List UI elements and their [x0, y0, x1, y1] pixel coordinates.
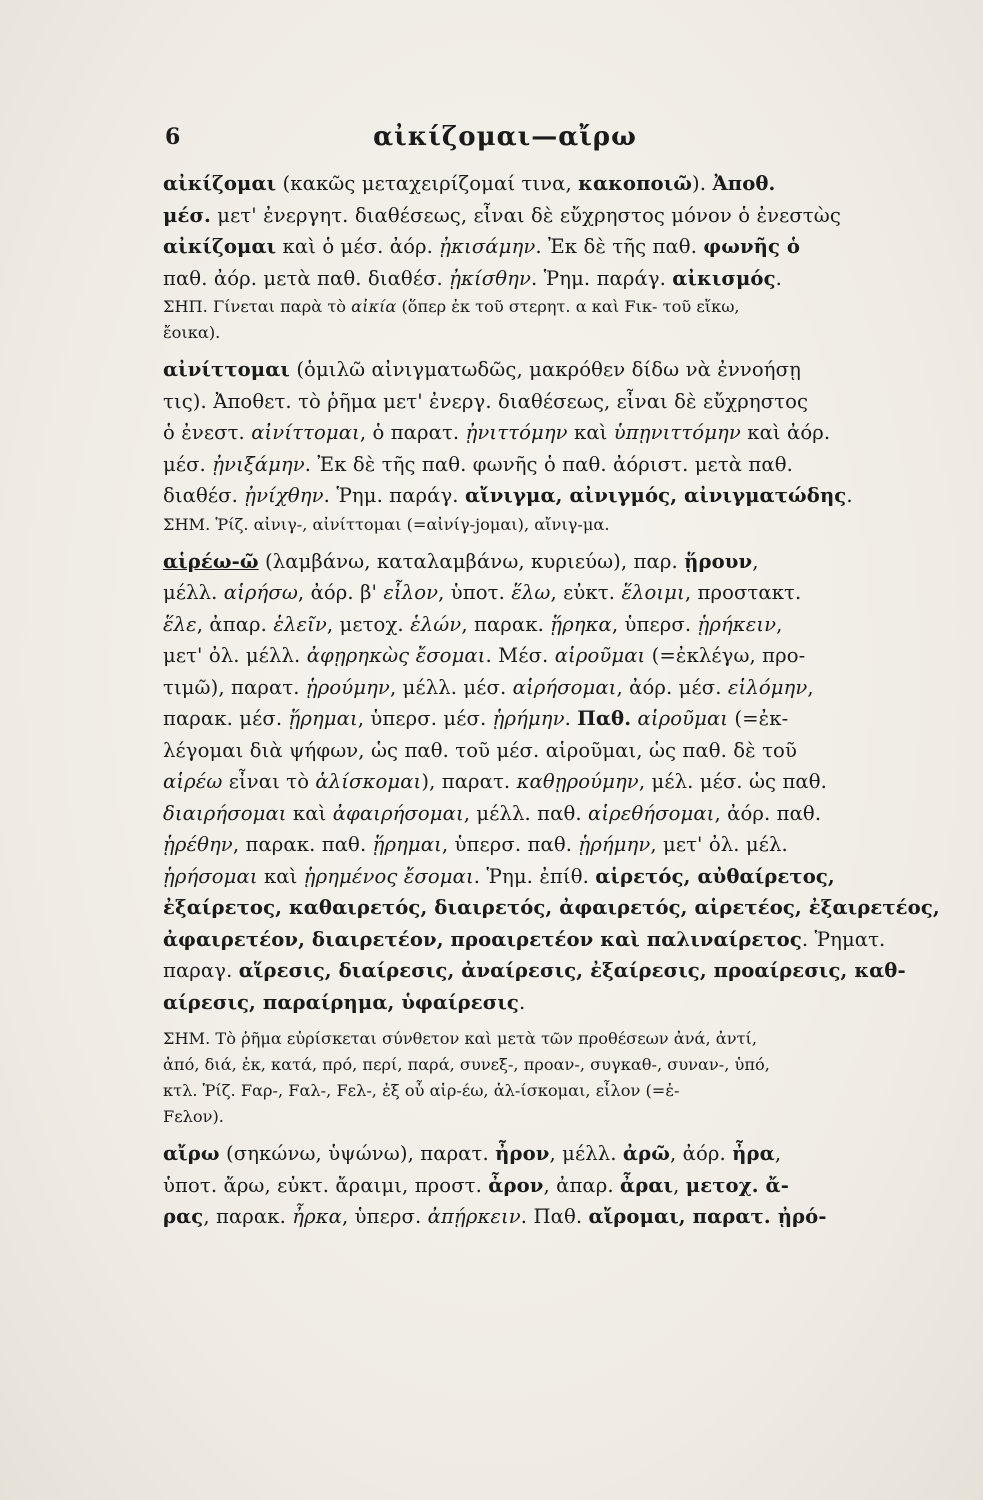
text-line-haireo-11: ᾑρήσομαι καὶ ᾑρημένος ἔσομαι. Ῥημ. ἐπίθ. αἱρετός, αὐθαίρετος,	[163, 864, 835, 888]
text-line-airo-3: ρας, παρακ. ἦρκα, ὑπερσ. ἀπῄρκειν. Παθ. αἴρομαι, παρατ. ᾐρό-	[163, 1205, 827, 1228]
text-line-ainittomai-3: ὁ ἐνεστ. αἰνίττομαι, ὁ παρατ. ᾐνιττόμην καὶ ὑπῃνιττόμην καὶ ἀόρ.	[163, 421, 831, 444]
text-line-haireo-5: τιμῶ), παρατ. ᾑρούμην, μέλλ. μέσ. αἱρήσομαι, ἀόρ. μέσ. εἱλόμην,	[163, 675, 814, 699]
text-line-haireo-15: αίρεσις, παραίρημα, ὑφαίρεσις.	[163, 990, 526, 1014]
text-line-aikizomai-2: μέσ. μετ' ἐνεργητ. διαθέσεως, εἶναι δὲ εὔχρηστος μόνον ὁ ἐνεστὼς	[163, 203, 841, 227]
text-line-haireo-6: παρακ. μέσ. ᾕρημαι, ὑπερσ. μέσ. ᾑρήμην. Παθ. αἱροῦμαι (=ἐκ-	[163, 707, 789, 730]
text-line-haireo-2: μέλλ. αἱρήσω, ἀόρ. β' εἷλον, ὑποτ. ἕλω, εὐκτ. ἕλοιμι, προστακτ.	[163, 581, 802, 604]
text-line-haireo-1: αἱρέω-ῶ (λαμβάνω, καταλαμβάνω, κυριεύω), παρ. ᾕρουν,	[163, 549, 759, 573]
text-line-haireo-note-1: ΣΗΜ. Τὸ ῥῆμα εὑρίσκεται σύνθετον καὶ μετὰ τῶν προθέσεων ἀνά, ἀντί,	[163, 1029, 757, 1048]
dictionary-body	[163, 168, 940, 1233]
text-line-aikizomai-note-1: ΣΗΠ. Γίνεται παρὰ τὸ αἰκία (ὅπερ ἐκ τοῦ στερητ. α καὶ Fικ- τοῦ εἴκω,	[163, 297, 740, 316]
text-line-haireo-4: μετ' ὀλ. μέλλ. ἀφῃρηκὼς ἔσομαι. Μέσ. αἱροῦμαι (=ἐκλέγω, προ-	[163, 644, 806, 667]
text-line-haireo-3: ἕλε, ἀπαρ. ἑλεῖν, μετοχ. ἑλών, παρακ. ᾕρηκα, ὑπερσ. ᾑρήκειν,	[163, 612, 783, 636]
text-line-ainittomai-4: μέσ. ᾐνιξάμην. Ἐκ δὲ τῆς παθ. φωνῆς ὁ παθ. ἀόριστ. μετὰ παθ.	[163, 452, 793, 476]
text-line-ainittomai-2: τις). Ἀποθετ. τὸ ῥῆμα μετ' ἐνεργ. διαθέσεως, εἶναι δὲ εὔχρηστος	[163, 389, 809, 413]
text-line-ainittomai-note: ΣΗΜ. Ῥίζ. αἰνιγ-, αἰνίττομαι (=αἰνίγ-jομαι), αἴνιγ-μα.	[163, 514, 610, 534]
page-header	[165, 118, 845, 158]
text-line-aikizomai-4: παθ. ἀόρ. μετὰ παθ. διαθέσ. ᾐκίσθην. Ῥημ. παράγ. αἰκισμός.	[163, 266, 782, 290]
text-line-ainittomai-1: αἰνίττομαι (ὁμιλῶ αἰνιγματωδῶς, μακρόθεν δίδω νὰ ἐννοήσῃ	[163, 358, 801, 381]
text-line-aikizomai-3: αἰκίζομαι καὶ ὁ μέσ. ἀόρ. ᾐκισάμην. Ἐκ δὲ τῆς παθ. φωνῆς ὁ	[163, 235, 801, 258]
text-line-haireo-note-3: κτλ. Ῥίζ. Fαρ-, Fαλ-, Fελ-, ἐξ οὗ αἱρ-έω, ἁλ-ίσκομαι, εἷλον (=ἐ-	[163, 1081, 680, 1100]
text-line-ainittomai-5: διαθέσ. ᾐνίχθην. Ῥημ. παράγ. αἴνιγμα, αἰνιγμός, αἰνιγματώδης.	[163, 484, 853, 507]
text-line-haireo-14: παραγ. αἵρεσις, διαίρεσις, ἀναίρεσις, ἐξαίρεσις, προαίρεσις, καθ-	[163, 959, 906, 982]
page-number: 6	[165, 124, 181, 150]
running-head: αἰκίζομαι—αἴρω	[373, 122, 637, 152]
text-line-airo-2: ὑποτ. ἄρω, εὐκτ. ἄραιμι, προστ. ἆρον, ἀπαρ. ἆραι, μετοχ. ἄ-	[163, 1173, 789, 1197]
text-line-haireo-7: λέγομαι διὰ ψήφων, ὡς παθ. τοῦ μέσ. αἱροῦμαι, ὡς παθ. δὲ τοῦ	[163, 738, 797, 762]
text-line-haireo-note-2: ἀπό, διά, ἐκ, κατά, πρό, περί, παρά, συνεξ-, προαν-, συγκαθ-, συναν-, ὑπό,	[163, 1055, 770, 1074]
text-line-airo-1: αἴρω (σηκώνω, ὑψώνω), παρατ. ἦρον, μέλλ. ἀρῶ, ἀόρ. ἦρα,	[163, 1142, 782, 1165]
text-line-haireo-8: αἱρέω εἶναι τὸ ἁλίσκομαι), παρατ. καθῃρούμην, μέλ. μέσ. ὡς παθ.	[163, 770, 827, 793]
text-line-aikizomai-note-2: ἔοικα).	[163, 323, 221, 342]
text-line-aikizomai-1: αἰκίζομαι (κακῶς μεταχειρίζομαί τινα, κακοποιῶ). Ἀποθ.	[163, 172, 776, 195]
text-line-haireo-13: ἀφαιρετέον, διαιρετέον, προαιρετέον καὶ παλιναίρετος. Ῥηματ.	[163, 927, 886, 951]
text-line-haireo-9: διαιρήσομαι καὶ ἀφαιρήσομαι, μέλλ. παθ. αἱρεθήσομαι, ἀόρ. παθ.	[163, 801, 822, 825]
text-line-haireo-12: ἐξαίρετος, καθαιρετός, διαιρετός, ἀφαιρετός, αἱρετέος, ἐξαιρετέος,	[163, 896, 940, 919]
text-line-haireo-note-4: Fελον).	[163, 1107, 224, 1126]
text-line-haireo-10: ᾑρέθην, παρακ. παθ. ᾕρημαι, ὑπερσ. παθ. ᾑρήμην, μετ' ὀλ. μέλ.	[163, 833, 788, 856]
